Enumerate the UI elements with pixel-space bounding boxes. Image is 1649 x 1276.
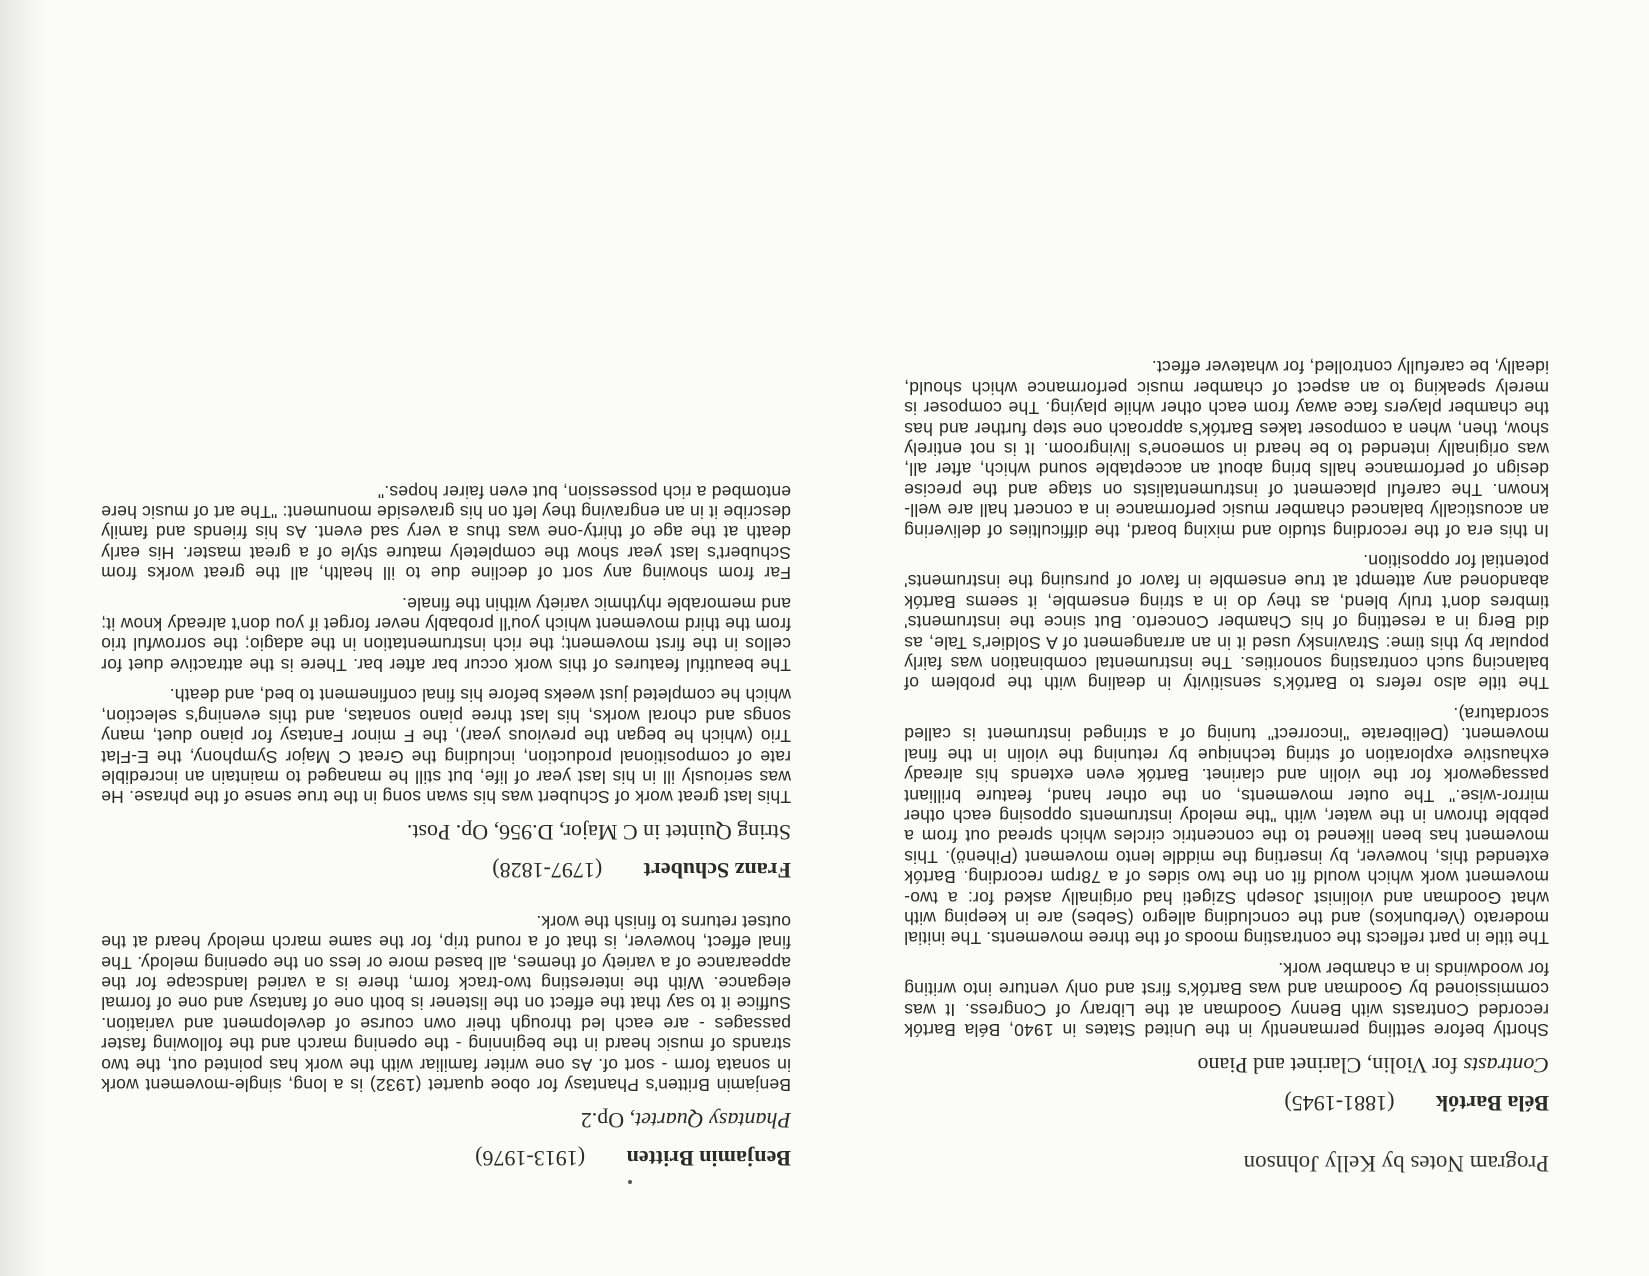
work-title-rest: , Op.2	[580, 1108, 636, 1133]
composer-heading-schubert	[101, 857, 791, 883]
work-title-rest: String Quintet in C Major, D.956, Op. Post.	[406, 820, 791, 846]
paragraph: Benjamin Britten's Phantasy for oboe quartet (1932) is a long, single-movement work in sonata form - sort of. As one writer familiar with the work has pointed out, the two strands of music heard in the beginning - the opening march and the following faster passages - are each led through their own course of development and variation. Suffice it to say that the effect on the listener is both one of fantasy and one of formal elegance. With the interesting two-track form, there is a varied landscape for the appearance of a variety of themes, all based more or less on the opening melody. The final effect, however, is that of a round trip, for the same march melody heard at the outset returns to finish the work.	[101, 911, 791, 1095]
composer-name: Franz Schubert	[643, 858, 791, 884]
work-title-italic: Contrasts	[1463, 1053, 1549, 1078]
composer-heading-bartok	[904, 1090, 1549, 1116]
left-column	[904, 347, 1549, 1176]
composer-dates: (1913-1976)	[475, 1146, 586, 1171]
work-title-rest: for Violin, Clarinet and Piano	[1197, 1053, 1464, 1078]
work-title-schubert	[101, 819, 791, 845]
right-column	[101, 471, 791, 1171]
paragraph: The title in part reflects the contrasting moods of the three movements. The initial moderato (Verbunkos) and the concluding allegro (Sebes) are in keeping with what Goodman and violinist Joseph Szigeti had originally asked for: a two-movement work which would fit on the two sides of a 78rpm recording. Bartók extended this, however, by inserting the middle lento movement (Pihenö). This movement has been likened to the concentric circles which spread out from a pebble thrown in the water, with "the melody instruments opposing each other mirror-wise." The outer movements, on the other hand, feature brilliant passagework for the violin and clarinet. Bartók even extends his already exhaustive exploration of string technique by retuning the violin in the final movement. (Deliberate "incorrect" tuning of a stringed instrument is called scordatura).	[904, 703, 1549, 949]
page-title: Program Notes by Kelly Johnson	[1243, 1151, 1549, 1176]
paragraph: In this era of the recording studio and mixing board, the difficulties of delivering an acoustically balanced chamber music performance in a concert hall are well-known. The careful placement of instrumentalists on stage and the precise design of performance halls bring about an acceptable sound which, after all, was originally intended to be heard in someone's livingroom. It is not entirely show, then, when a composer takes Bartók's approach one step further and has the chamber players face away from each other while playing. The composer is merely speaking to an aspect of chamber music performance which should, ideally, be carefully controlled, for whatever effect.	[904, 357, 1549, 541]
paragraph: The title also refers to Bartók's sensitivity in dealing with the problem of balancing such contrasting sonorities. The instrumental combination was fairly popular by this time: Stravinsky used it in an arrangement of A Soldier's Tale, as did Berg in a resetting of his Chamber Concerto. But since the instruments' timbres don't truly blend, as they do in a string ensemble, it seems Bartók abandoned any attempt at true ensemble in favor of pursuing the instruments' potential for opposition.	[904, 551, 1549, 694]
composer-name: Béla Bartók	[1435, 1091, 1549, 1116]
composer-dates: (1881-1945)	[1284, 1091, 1395, 1116]
work-title-britten	[101, 1107, 791, 1133]
composer-heading-britten	[101, 1145, 791, 1171]
paragraph: Shortly before settling permanently in the United States in 1940, Béla Bartók recorded Contrasts with Benny Goodman at the Library of Congress. It was commissioned by Goodman and was Bartók's first and only venture into writing for woodwinds in a chamber work.	[904, 958, 1549, 1040]
work-title-italic: Phantasy Quartet	[635, 1108, 791, 1133]
paragraph: The beautiful features of this work occur bar after bar. There is the attractive duet for cellos in the first movement; the rich instrumentation in the adagio; the sorrowful trio from the third movement which you'll probably never forget if you don't already know it; and memorable rhythmic variety within the finale.	[101, 593, 791, 675]
work-title-bartok	[904, 1052, 1549, 1078]
composer-dates: (1797-1828)	[492, 858, 603, 884]
composer-name: Benjamin Britten	[626, 1146, 791, 1171]
paragraph: This last great work of Schubert was his swan song in the true sense of the phrase. He was seriously ill in his last year of life, but still he managed to maintain an incredible rate of compositional production, including the Great C Major Symphony, the E-Flat Trio (which he began the previous year), the F minor Fantasy for piano duet, many songs and choral works, his last three piano sonatas, and this evening's selection, which he completed just weeks before his final confinement to bed, and death.	[101, 685, 791, 808]
paragraph: Far from showing any sort of decline due to ill health, all the great works from Schubert's last year show the completely mature style of a great master. His early death at the age of thirty-one was thus a very sad event. As his friends and family describe it in an engraving they left on his graveside monument: "The art of music here entombed a rich possession, but even fairer hopes."	[101, 481, 791, 584]
